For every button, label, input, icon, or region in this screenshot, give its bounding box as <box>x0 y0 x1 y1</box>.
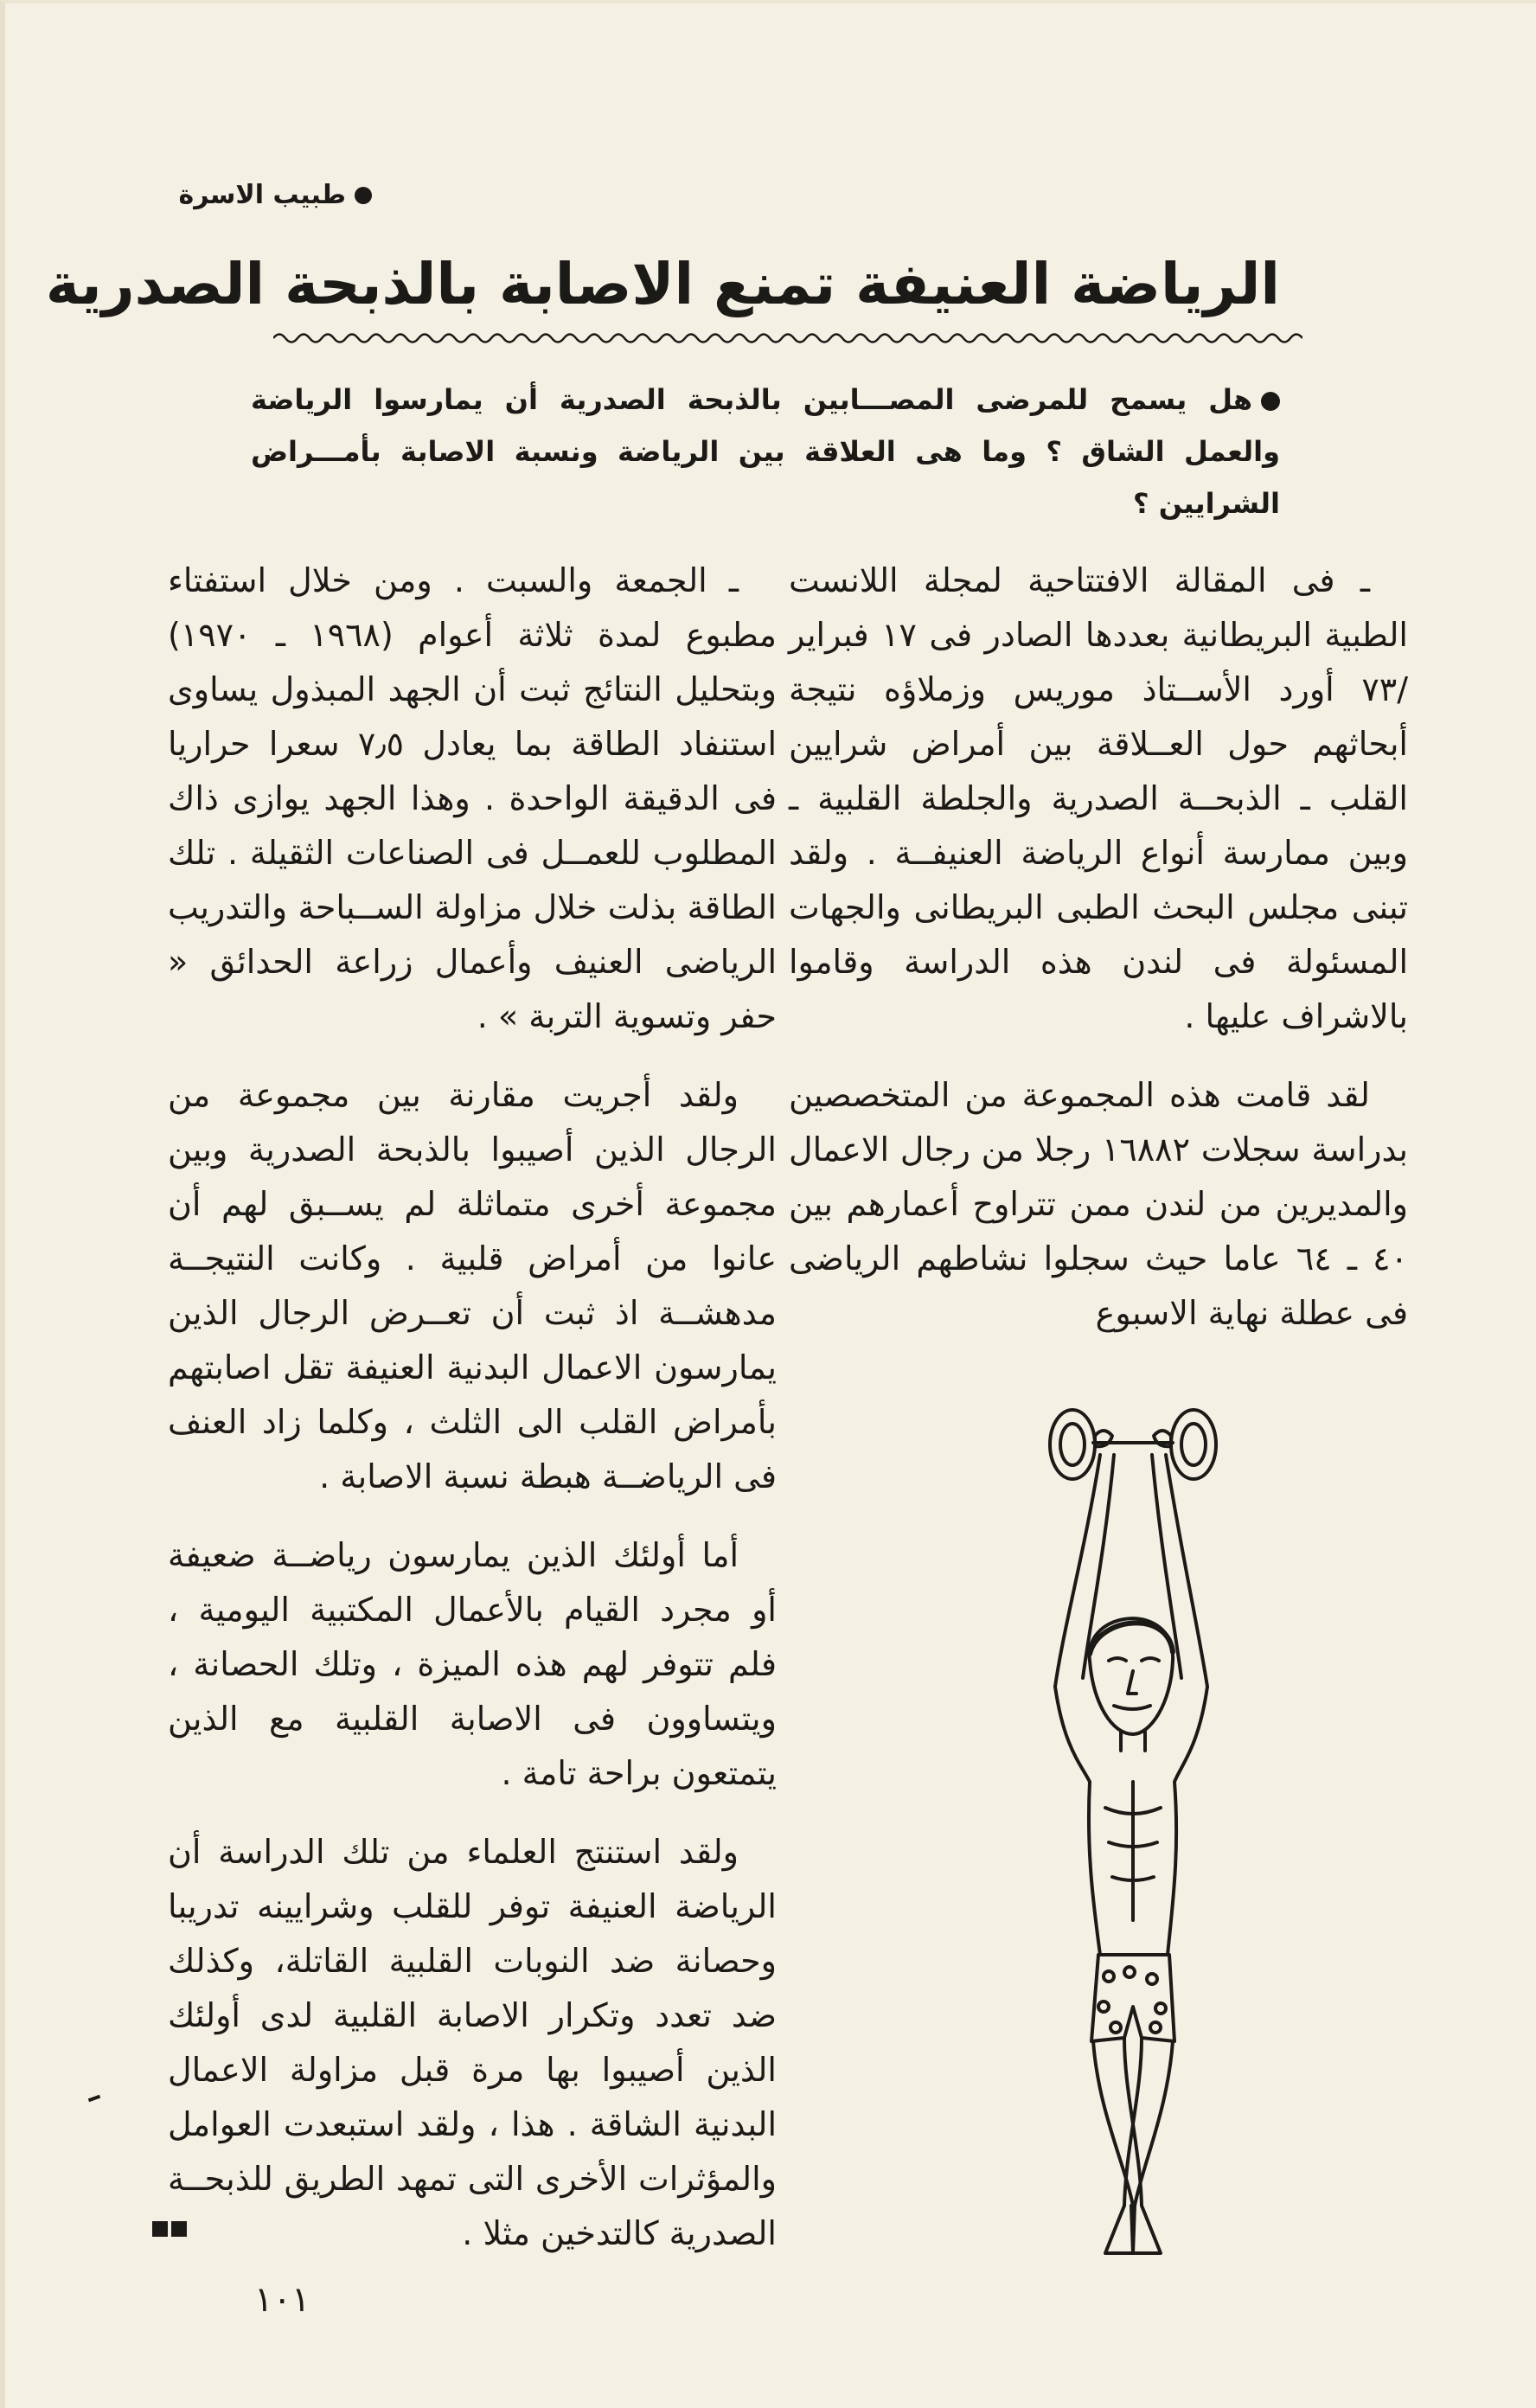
square-icon <box>171 2221 187 2237</box>
paragraph: ـ فى المقالة الافتتاحية لمجلة اللانست الطبية البريطانية بعددها الصادر فى ١٧ فبراير /٧٣ أورد الأســتاذ موريس وزملاؤه نتيجة أبحاثهم حول العــلاقة بين أمراض شرايين القلب ـ الذبحــة الصدرية والجلطة القلبية ـ وبين ممارسة أنواع الرياضة العنيفــة . ولقد تبنى مجلس البحث الطبى البريطانى والجهات المسئولة فى لندن هذه الدراسة وقاموا بالاشراف عليها . <box>789 561 1408 1035</box>
paragraph: ولقد أجريت مقارنة بين مجموعة من الرجال الذين أصيبوا بالذبحة الصدرية وبين مجموعة أخرى متماثلة لم يســبق لهم أن عانوا من أمراض قلبية . وكانت النتيجــة مدهشــة اذ ثبت أن تعــرض الرجال الذين يمارسون الاعمال البدنية العنيفة تقل اصابتهم بأمراض القلب الى الثلث ، وكلما زاد العنف فى الرياضــة هبطة نسبة الاصابة . <box>168 1076 777 1495</box>
paragraph: لقد قامت هذه المجموعة من المتخصصين بدراسة سجلات ١٦٨٨٢ رجلا من رجال الاعمال والمديرين من لندن ممن تتراوح أعمارهم بين ٤٠ ـ ٦٤ عاما حيث سجلوا نشاطهم الرياضى فى عطلة نهاية الاسبوع <box>789 1076 1409 1332</box>
paragraph: ولقد استنتج العلماء من تلك الدراسة أن الرياضة العنيفة توفر للقلب وشرايينه تدريبا وحصانة ضد النوبات القلبية القاتلة، وكذلك ضد تعدد وتكرار الاصابة القلبية لدى أولئك الذين أصيبوا بها مرة قبل مزاولة الاعمال البدنية الشاقة . هذا ، ولقد استبعدت العوامل والمؤثرات الأخرى التى تمهد الطريق للذبحــة الصدرية كالتدخين مثلا . <box>168 1833 777 2252</box>
right-column <box>789 554 1408 1365</box>
lead-text: هل يسمح للمرضى المصـــابين بالذبحة الصدرية أن يمارسوا الرياضة والعمل الشاق ؟ وما هى العلاقة بين الرياضة ونسبة الاصابة بأمـــراض الشرايين ؟ <box>251 383 1280 520</box>
bullet-icon <box>355 187 372 204</box>
lead-question <box>251 374 1280 529</box>
page-number: ١٠١ <box>254 2280 310 2320</box>
end-of-article-mark <box>152 2221 187 2237</box>
section-label <box>179 180 372 210</box>
article-title: الرياضة العنيفة تمنع الاصابة بالذبحة الصدرية <box>45 251 1280 317</box>
section-name: طبيب الاسرة <box>178 180 346 210</box>
bullet-icon <box>1261 392 1280 411</box>
weightlifter-illustration <box>1003 1401 1263 2266</box>
paragraph: ـ الجمعة والسبت . ومن خلال استفتاء مطبوع لمدة ثلاثة أعوام (١٩٦٨ ـ ١٩٧٠) وبتحليل النتائج ثبت أن الجهد المبذول يساوى استنفاد الطاقة بما يعادل ٧٫٥ سعرا حراريا فى الدقيقة الواحدة . وهذا الجهد يوازى ذاك المطلوب للعمــل فى الصناعات الثقيلة . تلك الطاقة بذلت خلال مزاولة الســباحة والتدريب الرياضى العنيف وأعمال زراعة الحدائق « حفر وتسوية التربة » . <box>168 561 778 1035</box>
left-column <box>168 554 777 2285</box>
wavy-divider <box>273 330 1302 346</box>
square-icon <box>152 2221 168 2237</box>
paragraph: أما أولئك الذين يمارسون رياضــة ضعيفة أو مجرد القيام بالأعمال المكتبية اليومية ، فلم تتوفر لهم هذه الميزة ، وتلك الحصانة ، ويتساوون فى الاصابة القلبية مع الذين يتمتعون براحة تامة . <box>168 1536 777 1792</box>
